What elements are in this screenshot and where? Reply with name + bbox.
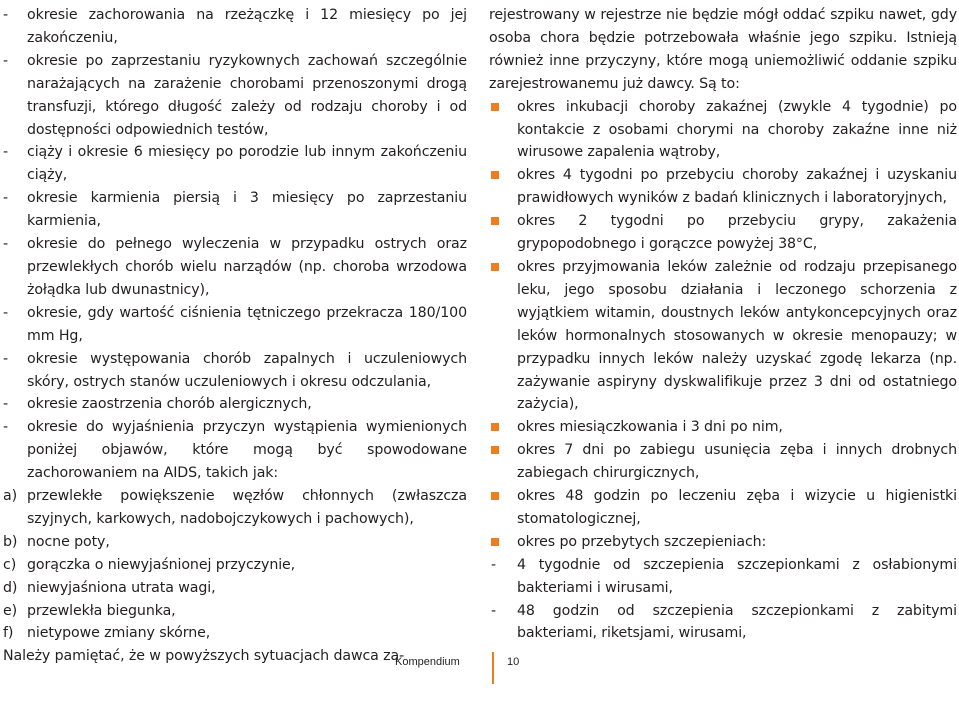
list-item [3, 348, 467, 394]
dash-marker: - [3, 7, 9, 23]
list-item [3, 577, 467, 600]
square-bullet-icon [491, 217, 499, 225]
list-item-text: okresie zachorowania na rzeżączkę i 12 miesięcy po jej zakończeniu, [27, 7, 467, 46]
dash-marker: - [491, 602, 497, 619]
dash-marker: - [3, 304, 9, 321]
square-bullet-icon [491, 446, 499, 454]
list-item-text: 48 godzin od szczepienia szczepionkami z zabitymi bakteriami, riketsjami, wirusami, [517, 602, 957, 642]
list-item [489, 554, 957, 600]
list-item [3, 233, 467, 302]
list-item-text: gorączka o niewyjaśnionej przyczynie, [27, 556, 296, 573]
list-item [3, 393, 467, 416]
list-item [489, 439, 957, 485]
list-item [3, 622, 467, 645]
list-item [3, 4, 467, 50]
square-bullet-icon [491, 538, 499, 546]
list-item-text: okresie po zaprzestaniu ryzykownych zachowań szczególnie narażających na zarażenie chorobami przenoszonymi drogą transfuzji, którego długość zależy od rodzaju choroby i od dostępności odpowiednich testów, [27, 52, 467, 138]
list-item [489, 485, 957, 531]
page-number: 10 [507, 656, 520, 668]
closing-paragraph: Należy pamiętać, że w powyższych sytuacjach dawca za- [3, 648, 405, 665]
list-item [3, 554, 467, 577]
list-item-text: przewlekłe powiększenie węzłów chłonnych (zwłaszcza szyjnych, karkowych, nadobojczykowych i pachowych), [27, 488, 467, 527]
list-item-text: 4 tygodnie od szczepienia szczepionkami z osłabionymi bakteriami i wirusami, [517, 556, 957, 596]
list-item [3, 302, 467, 348]
dash-marker: - [3, 419, 9, 436]
list-item-text: okresie do wyjaśnienia przyczyn wystąpienia wymienionych poniżej objawów, które mogą być spowodowane zachorowaniem na AIDS, takich jak: [27, 419, 467, 482]
intro-paragraph: rejestrowany w rejestrze nie będzie mógł oddać szpiku nawet, gdy osoba chora będzie potrzebowała właśnie jego szpiku. Istnieją również inne przyczyny, które mogą uniemożliwić oddanie szpiku zarejestrowanemu już dawcy. Są to: [489, 7, 957, 92]
list-item [3, 600, 467, 623]
letter-list [3, 485, 467, 645]
sub-list [489, 554, 957, 646]
dash-marker: - [3, 236, 9, 253]
dash-marker: - [3, 190, 9, 207]
square-bullet-icon [491, 492, 499, 500]
list-item-text: okres 48 godzin po leczeniu zęba i wizycie u higienistki stomatologicznej, [517, 488, 957, 527]
square-bullet-icon [491, 103, 499, 111]
list-item [3, 141, 467, 187]
list-item [489, 256, 957, 416]
square-bullet-icon [491, 171, 499, 179]
list-item-text: okresie, gdy wartość ciśnienia tętniczego przekracza 180/100 mm Hg, [27, 304, 467, 344]
list-item-text: okres po przebytych szczepieniach: [517, 533, 767, 550]
dash-marker: - [3, 144, 9, 161]
list-item [489, 600, 957, 646]
list-item-text: nocne poty, [27, 533, 110, 550]
letter-marker: e) [3, 602, 18, 619]
list-item [3, 187, 467, 233]
letter-marker: f) [3, 625, 14, 642]
list-item [489, 416, 957, 439]
left-column [3, 4, 467, 668]
list-item [3, 531, 467, 554]
list-item-text: okres 7 dni po zabiegu usunięcia zęba i innych drobnych zabiegach chirurgicznych, [517, 442, 957, 482]
list-item-text: przewlekła biegunka, [27, 602, 176, 619]
list-item-text: ciąży i okresie 6 miesięcy po porodzie lub innym zakończeniu ciąży, [27, 144, 467, 184]
right-column [489, 4, 957, 645]
list-item [489, 210, 957, 256]
dash-marker: - [3, 350, 9, 367]
list-item-text: okresie zaostrzenia chorób alergicznych, [27, 396, 312, 413]
letter-marker: b) [3, 533, 18, 550]
list-item-text: okres 2 tygodni po przebyciu grypy, zakażenia grypopodobnego i gorączce powyżej 38°C, [517, 213, 957, 253]
list-item-text: okresie karmienia piersią i 3 miesięcy po zaprzestaniu karmienia, [27, 190, 467, 230]
square-bullet-icon [491, 263, 499, 271]
letter-marker: c) [3, 556, 17, 573]
list-item-text: okres przyjmowania leków zależnie od rodzaju przepisanego leku, jego sposobu działania i leczonego schorzenia z wyjątkiem witamin, doustnych leków antykoncepcyjnych oraz leków hormonalnych stosowanych w okresie menopauzy; w przypadku innych leków należy uzyskać zgodę lekarza (np. zażywanie aspiryny dyskwalifikuje przez 3 dni od ostatniego zażycia), [517, 258, 957, 413]
dash-marker: - [3, 396, 9, 413]
list-item [3, 50, 467, 142]
list-item-text: niewyjaśniona utrata wagi, [27, 579, 216, 596]
footer-divider [492, 652, 494, 684]
list-item-text: okres miesiączkowania i 3 dni po nim, [517, 419, 783, 436]
list-item [3, 416, 467, 485]
list-item [3, 485, 467, 531]
list-item-text: okres 4 tygodni po przebyciu choroby zakaźnej i uzyskaniu prawidłowych wyników z badań klinicznych i laboratoryjnych, [517, 167, 957, 207]
list-item-text: okres inkubacji choroby zakaźnej (zwykle 4 tygodnie) po kontakcie z osobami chorymi na choroby zakaźne inne niż wirusowe zapalenia wątroby, [517, 98, 957, 161]
square-bullet-icon [491, 423, 499, 431]
list-item [489, 96, 957, 165]
dash-marker: - [3, 52, 9, 69]
list-item [489, 164, 957, 210]
list-item-text: okresie do pełnego wyleczenia w przypadku ostrych oraz przewlekłych chorób wielu narządów (np. choroba wrzodowa żołądka lub dwunastnicy), [27, 236, 467, 298]
letter-marker: d) [3, 579, 18, 596]
footer-label: Kompendium [395, 656, 460, 668]
dash-list [3, 4, 467, 485]
list-item-text: okresie występowania chorób zapalnych i uczuleniowych skóry, ostrych stanów uczuleniowych i okresu odczulania, [27, 350, 467, 390]
dash-marker: - [491, 556, 497, 573]
list-item [489, 531, 957, 554]
list-item-text: nietypowe zmiany skórne, [27, 625, 211, 642]
bullet-list [489, 96, 957, 554]
letter-marker: a) [3, 488, 18, 505]
